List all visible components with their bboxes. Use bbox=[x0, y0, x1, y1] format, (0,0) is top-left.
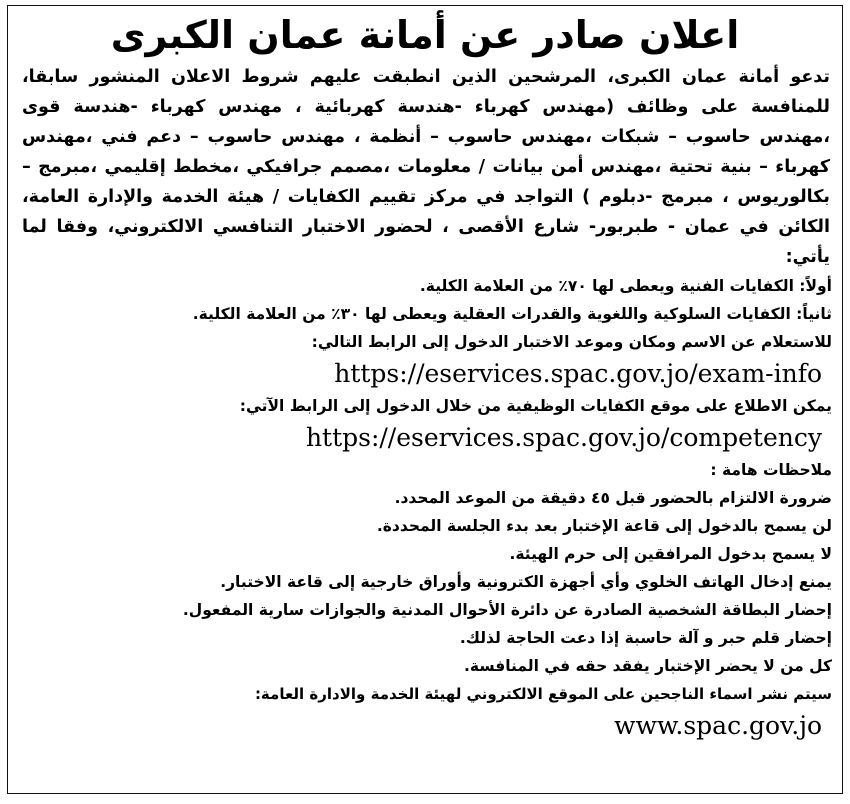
competency-label: يمكن الاطلاع على موقع الكفايات الوظيفية من خلال الدخول إلى الرابط الآتي: bbox=[239, 397, 832, 415]
notes-heading: ملاحظات هامة : bbox=[710, 461, 832, 479]
note-item: إحضار البطاقة الشخصية الصادرة عن دائرة الأحوال المدنية والجوازات سارية المفعول. bbox=[182, 601, 832, 619]
criterion-1: أولاً: الكفايات الفنية ويعطى لها ٧٠٪ من العلامة الكلية. bbox=[419, 277, 832, 295]
note-item: ضرورة الالتزام بالحضور قبل ٤٥ دقيقة من الموعد المحدد. bbox=[394, 489, 832, 507]
intro-paragraph: تدعو أمانة عمان الكبرى، المرشحين الذين انطبقت عليهم شروط الاعلان المنشور سابقا، للمنافسة على وظائف (مهندس كهرباء -هندسة كهربائية ، مهندس كهرباء -هندسة قوى ،مهندس حاسوب – شبكات ،مهندس حاسوب – أنظمة ، مهندس حاسوب – دعم فني ،مهندس كهرباء – بنية تحتية ،مهندس أمن بيانات / معلومات ،مصمم جرافيكي ،مخطط إقليمي ،مبرمج – بكالوريوس ، مبرمج -دبلوم ) التواجد في مركز تقييم الكفايات / هيئة الخدمة والإدارة العامة، الكائن في عمان - طبربور- شارع الأقصى ، لحضور الاختبار التنافسي الالكتروني، وفقا لما يأتي: bbox=[22, 67, 830, 267]
website-link[interactable]: www.spac.gov.jo bbox=[614, 711, 822, 740]
note-item: لا يسمح بدخول المرافقين إلى حرم الهيئة. bbox=[509, 545, 832, 563]
criterion-2: ثانياً: الكفايات السلوكية واللغوية والقدرات العقلية ويعطى لها ٣٠٪ من العلامة الكلية. bbox=[192, 305, 832, 323]
competency-link[interactable]: https://eservices.spac.gov.jo/competency bbox=[305, 423, 822, 452]
announcement-title: اعلان صادر عن أمانة عمان الكبرى bbox=[110, 13, 740, 57]
publish-note: سيتم نشر اسماء الناجحين على الموقع الالكتروني لهيئة الخدمة والادارة العامة: bbox=[254, 685, 832, 703]
note-item: إحضار قلم حبر و آلة حاسبة إذا دعت الحاجة لذلك. bbox=[459, 629, 832, 647]
announcement bbox=[7, 5, 843, 794]
note-item: لن يسمح بالدخول إلى قاعة الإختبار بعد بدء الجلسة المحددة. bbox=[376, 517, 832, 535]
exam-info-label: للاستعلام عن الاسم ومكان وموعد الاختبار الدخول إلى الرابط التالي: bbox=[311, 333, 832, 351]
note-item: كل من لا يحضر الإختبار يفقد حقه في المنافسة. bbox=[464, 657, 832, 675]
exam-info-link[interactable]: https://eservices.spac.gov.jo/exam-info bbox=[334, 359, 822, 388]
note-item: يمنع إدخال الهاتف الخلوي وأي أجهزة الكترونية وأوراق خارجية إلى قاعة الاختبار. bbox=[220, 573, 832, 591]
